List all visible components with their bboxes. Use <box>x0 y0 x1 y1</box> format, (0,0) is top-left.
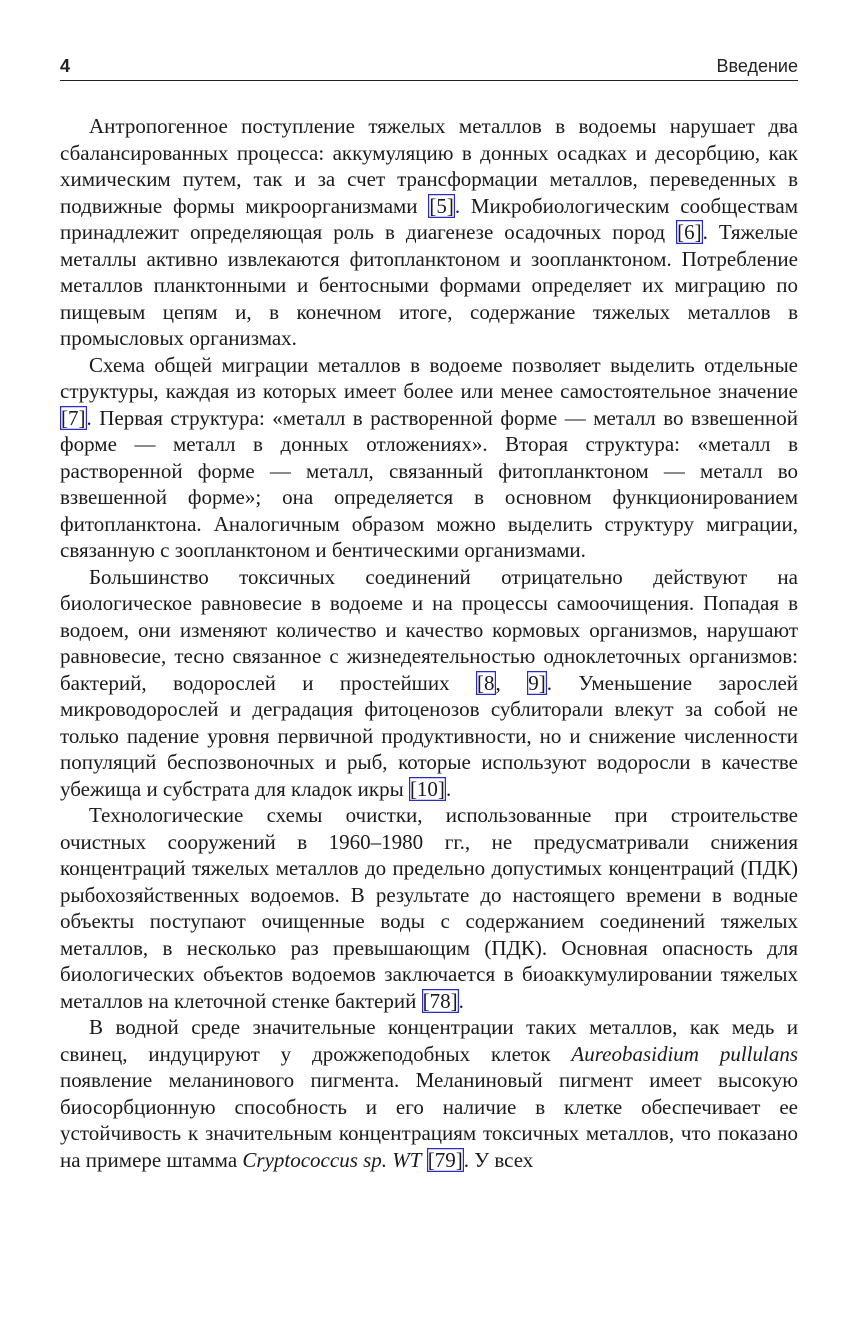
paragraph <box>60 564 798 803</box>
text-run: появление меланинового пигмента. Меланиновый пигмент имеет высокую биосорбционную способность и его наличие в клетке обеспечивает ее устойчивость к значительным концентрациям токсичных металлов, что показано на примере штамма <box>60 1068 798 1172</box>
citation-link[interactable]: [8 <box>477 670 495 695</box>
text-run: . Первая структура: «металл в растворенной форме — металл во взвешенной форме — металл в донных отложениях». Вторая структура: «металл в растворенной форме — металл, связанный фитопланктоном — металл во взвешенной форме»; она определяется в основном функционированием фитопланктона. Аналогичным образом можно выделить структуру миграции, связанную с зоопланктоном и бентическими организмами. <box>60 405 798 562</box>
page-header <box>60 50 798 81</box>
text-run: . Тяжелые металлы активно извлекаются фитопланктоном и зоопланктоном. Потребление металлов планктонными и бентосными формами определяет их миграцию по пищевым цепям и, в конечном итоге, содержание тяжелых металлов в промысловых организмах. <box>60 220 799 350</box>
text-run: . У всех <box>463 1147 534 1172</box>
citation-link[interactable]: 9] <box>528 670 546 695</box>
text-run: . <box>445 776 452 801</box>
text-run: , <box>495 670 528 695</box>
citation-link[interactable]: [78] <box>422 988 458 1013</box>
text-run: Большинство токсичных соединений отрицательно действуют на биологическое равновесие в водоеме и на процессы самоочищения. Попадая в водоем, они изменяют количество и качество кормовых организмов, нарушают равновесие, тесно связанное с жизнедеятельностью одноклеточных организмов: бактерий, водорослей и простейших <box>60 564 798 695</box>
text-run: Технологические схемы очистки, использованные при строительстве очистных сооружений в 1960–1980 гг., не предусматривали снижения концентраций тяжелых металлов до предельно допустимых концентраций (ПДК) рыбохозяйственных водоемов. В результате до настоящего времени в водные объекты поступают очищенные воды с содержанием соединений тяжелых металлов, в несколько раз превышающим (ПДК). Основная опасность для биологических объектов водоемов заключается в биоаккумулировании тяжелых металлов на клеточной стенке бактерий <box>60 803 798 1013</box>
text-run <box>421 1148 426 1172</box>
text-run: Схема общей миграции металлов в водоеме позволяет выделить отдельные структуры, каждая из которых имеет более или менее самостоятельное значение <box>60 352 798 403</box>
body-text <box>60 113 798 1173</box>
text-run: . <box>458 988 464 1013</box>
citation-link[interactable]: [79] <box>427 1147 463 1172</box>
paragraph <box>60 113 798 352</box>
text-run: Антропогенное поступление тяжелых металлов в водоемы нарушает два сбалансированных процесса: аккумуляцию в донных осадках и десорбцию, как химическим путем, так и за счет трансформации металлов, переведенных в подвижные формы микроорганизмами <box>60 114 798 218</box>
species-name: Aureobasidium pullulans <box>571 1041 798 1066</box>
running-head: Введение <box>716 56 798 76</box>
citation-link[interactable]: [5] <box>429 193 454 218</box>
paragraph <box>60 1014 798 1173</box>
text-run: В водной среде значительные концентрации таких металлов, как медь и свинец, индуцируют у дрожжеподобных клеток <box>60 1015 798 1066</box>
page-number: 4 <box>60 56 71 76</box>
text-run: . Микробиологическим сообществам принадлежит определяющая роль в диагенезе осадочных пород <box>60 193 798 244</box>
text-run: . Уменьшение зарослей микроводорослей и деградация фитоценозов сублиторали влекут за собой не только падение уровня первичной продуктивности, но и снижение численности популяций беспозвоночных и рыб, которые используют водоросли в качестве убежища и субстрата для кладок икры <box>60 670 798 801</box>
paragraph <box>60 802 798 1014</box>
paragraph <box>60 352 798 564</box>
citation-link[interactable]: [6] <box>677 220 702 244</box>
citation-link[interactable]: [10] <box>409 776 445 801</box>
species-name: Cryptococcus sp. WT <box>242 1147 422 1172</box>
citation-link[interactable]: [7] <box>61 405 86 430</box>
